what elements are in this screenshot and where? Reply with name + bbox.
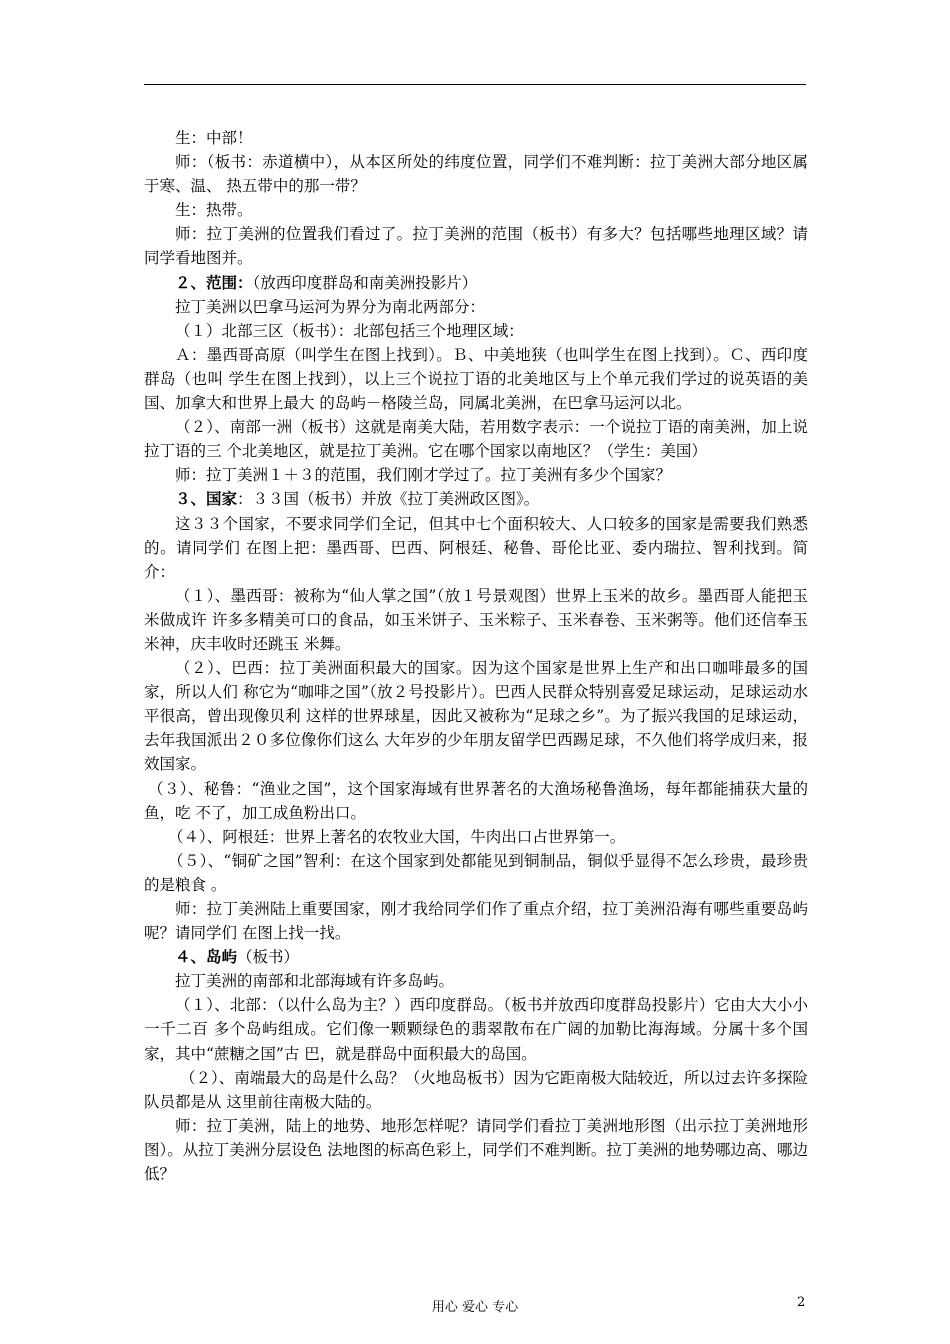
paragraph xyxy=(144,463,808,487)
paragraph-text: 生：中部！ xyxy=(175,129,253,147)
paragraph xyxy=(144,343,808,415)
section-heading-paragraph xyxy=(144,945,808,969)
paragraph-text: （４）、阿根廷：世界上著名的农牧业大国，牛肉出口占世界第一。 xyxy=(168,827,626,846)
paragraph-text: （２）、南部一洲（板书）这就是南美大陆，若用数字表示：一个说拉丁语的南美洲，加上说拉丁语的三 个北美地区，就是拉丁美洲。它在哪个国家以南地区？（学生：美国） xyxy=(144,418,808,461)
paragraph xyxy=(144,512,808,584)
paragraph xyxy=(144,1114,808,1186)
section-heading: ３、国家 xyxy=(175,489,238,509)
paragraph-text: （５）、“铜矿之国”智利：在这个国家到处都能见到铜制品，铜似乎显得不怎么珍贵，最珍贵的是粮食 。 xyxy=(144,851,808,894)
paragraph-text: 师：拉丁美洲，陆上的地势、地形怎样呢？请同学们看拉丁美洲地形图（出示拉丁美洲地形图）。从拉丁美洲分层设色 法地图的标高色彩上，同学们不难判断。拉丁美洲的地势哪边高、哪边低？ xyxy=(144,1116,808,1184)
page-number: 2 xyxy=(797,1295,806,1310)
header-rule xyxy=(144,84,806,85)
paragraph-text: （３）、秘鲁：“渔业之国”，这个国家海域有世界著名的大渔场秘鲁渔场，每年都能捕获大量的鱼，吃 不了，加工成鱼粉出口。 xyxy=(144,779,808,822)
paragraph xyxy=(144,150,808,198)
paragraph xyxy=(144,584,808,656)
paragraph-text: （放西印度群岛和南美洲投影片） xyxy=(252,273,478,292)
paragraph-text: （１）、北部：（以什么岛为主？）西印度群岛。（板书并放西印度群岛投影片）它由大大小小一千二百 多个岛屿组成。它们像一颗颗绿色的翡翠散布在广阔的加勒比海海域。分属十多个国家，其中“蔗糖之国”古 巴，就是群岛中面积最大的岛国。 xyxy=(144,996,808,1063)
footer-slogan: 用心 爱心 专心 xyxy=(431,1300,519,1315)
paragraph xyxy=(144,126,808,150)
paragraph xyxy=(144,825,808,849)
section-heading-paragraph xyxy=(144,271,808,295)
paragraph-text: 师：拉丁美洲陆上重要国家，刚才我给同学们作了重点介绍，拉丁美洲沿海有哪些重要岛屿呢？请同学们 在图上找一找。 xyxy=(144,900,808,943)
section-heading: ４、岛屿 xyxy=(175,947,238,967)
paragraph-text: Ａ：墨西哥高原（叫学生在图上找到）。Ｂ、中美地狭（也叫学生在图上找到）。Ｃ、西印度群岛（也叫 学生在图上找到），以上三个说拉丁语的北美地区与上个单元我们学过的说英语的美国、加拿大和世界上最大 的岛屿－格陵兰岛，同属北美洲，在巴拿马运河以北。 xyxy=(144,345,808,413)
paragraph-text: 师：拉丁美洲１＋３的范围，我们刚才学过了。拉丁美洲有多少个国家？ xyxy=(175,466,672,485)
paragraph xyxy=(144,969,808,993)
paragraph xyxy=(144,295,808,319)
paragraph-text: （２）、南端最大的岛是什么岛？（火地岛板书）因为它距南极大陆较近，所以过去许多探险队员都是从 这里前往南极大陆的。 xyxy=(144,1068,808,1111)
paragraph-text: ：３３国（板书）并放《拉丁美洲政区图》。 xyxy=(237,490,540,509)
document-body xyxy=(144,126,808,1186)
paragraph-text: 师：拉丁美洲的位置我们看过了。拉丁美洲的范围（板书）有多大？包括哪些地理区域？请同学看地图并。 xyxy=(144,225,808,268)
paragraph-text: （１）、墨西哥：被称为“仙人掌之国”（放１号景观图）世界上玉米的故乡。墨西哥人能把玉米做成许 许多多精美可口的食品，如玉米饼子、玉米粽子、玉米春卷、玉米粥等。他们还信奉玉米神，庆丰收时还跳玉 米舞。 xyxy=(144,586,808,653)
paragraph-text: 拉丁美洲的南部和北部海域有许多岛屿。 xyxy=(175,972,455,991)
paragraph-text: （１）北部三区（板书）：北部包括三个地理区域： xyxy=(175,321,524,340)
paragraph xyxy=(144,993,808,1065)
paragraph-text: （２）、巴西：拉丁美洲面积最大的国家。因为这个国家是世界上生产和出口咖啡最多的国家，所以人们 称它为“咖啡之国”（放２号投影片）。巴西人民群众特别喜爱足球运动，足球运动水平很高，曾出现像贝利 这样的世界球星，因此又被称为“足球之乡”。为了振兴我国的足球运动，去年我国派出２０多位像你们这么 大年岁的少年朋友留学巴西踢足球，不久他们将学成归来，报效国家。 xyxy=(144,659,808,774)
paragraph xyxy=(144,777,808,825)
paragraph-text: （板书） xyxy=(237,948,300,967)
section-heading-paragraph xyxy=(144,487,808,511)
paragraph xyxy=(144,1066,808,1114)
paragraph xyxy=(144,319,808,343)
paragraph-text: 拉丁美洲以巴拿马运河为界分为南北两部分： xyxy=(175,297,486,316)
paragraph-text: 师：（板书：赤道横中），从本区所处的纬度位置，同学们不难判断：拉丁美洲大部分地区属于寒、温、 热五带中的那一带？ xyxy=(144,153,808,196)
paragraph xyxy=(144,415,808,463)
section-heading: ２、范围： xyxy=(175,272,253,292)
paragraph xyxy=(144,897,808,945)
paragraph xyxy=(144,849,808,897)
paragraph xyxy=(144,222,808,270)
paragraph-text: 生：热带。 xyxy=(175,201,253,220)
paragraph-text: 这３３个国家，不要求同学们全记，但其中七个面积较大、人口较多的国家是需要我们熟悉的。请同学们 在图上把：墨西哥、巴西、阿根廷、秘鲁、哥伦比亚、委内瑞拉、智利找到。简介： xyxy=(144,514,808,581)
paragraph xyxy=(144,656,808,776)
paragraph xyxy=(144,198,808,222)
